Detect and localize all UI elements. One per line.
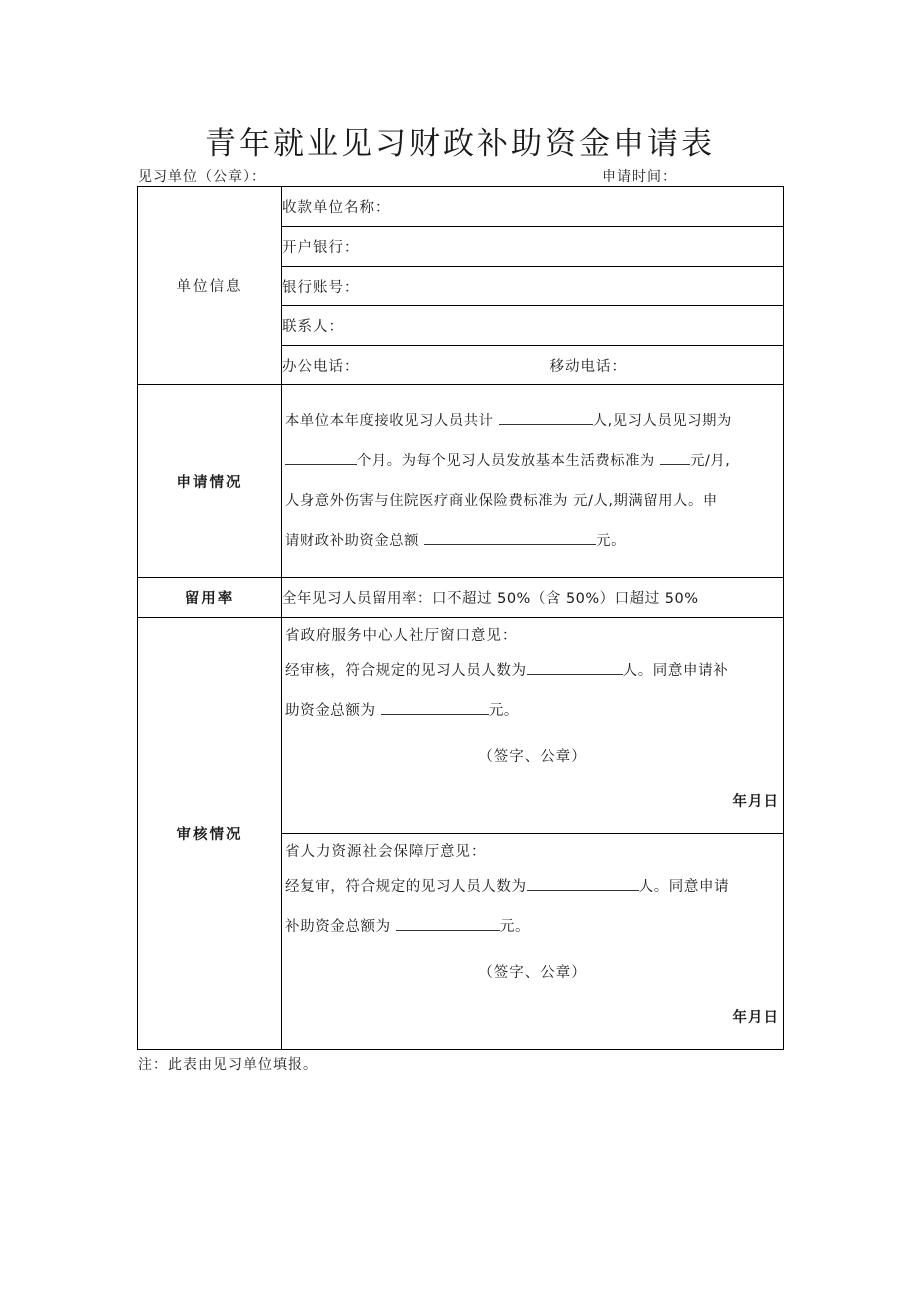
unit-seal-label: 见习单位（公章）： <box>138 169 266 185</box>
ministry-signature: （签字、公章） <box>478 965 587 981</box>
retention-options[interactable]: 全年见习人员留用率：口不超过 50%（含 50%）口超过 50% <box>282 578 784 618</box>
unit-info-label: 单位信息 <box>138 187 282 385</box>
application-form-table <box>137 186 784 1050</box>
retention-label: 留用率 <box>138 578 282 618</box>
office-phone-field[interactable]: 办公电话： <box>282 358 360 375</box>
ministry-opinion-heading: 省人力资源社会保障厅意见： <box>285 844 487 860</box>
phone-row <box>282 346 784 385</box>
window-opinion-heading: 省政府服务中心人社厅窗口意见： <box>285 628 518 644</box>
approved-count-blank[interactable] <box>527 660 623 675</box>
window-opinion-section: 省政府服务中心人社厅窗口意见： 经审核，符合规定的见习人员人数为 人。同意申请补 助资金总额为 元。 （签字、公章） 年月日 <box>282 618 784 834</box>
footnote: 注：此表由见习单位填报。 <box>138 1057 318 1073</box>
application-text: 本单位本年度接收见习人员共计 人,见习人员见习期为 个月。为每个见习人员发放基本生活费标准为 元/月, 人身意外伤害与住院医疗商业保险费标准为 元/人,期满留用人。申 请财政补助资金总额 元。 <box>282 385 784 578</box>
rechecked-amount-blank[interactable] <box>396 916 500 931</box>
bank-field[interactable]: 开户银行： <box>282 227 784 267</box>
window-signature: （签字、公章） <box>478 749 587 765</box>
window-date: 年月日 <box>732 794 779 810</box>
account-field[interactable]: 银行账号： <box>282 267 784 306</box>
trainee-count-blank[interactable] <box>499 410 593 425</box>
contact-field[interactable]: 联系人： <box>282 306 784 346</box>
allowance-blank[interactable] <box>660 450 690 465</box>
page-title: 青年就业见习财政补助资金申请表 <box>205 126 715 162</box>
period-blank[interactable] <box>285 450 357 465</box>
payee-name-field[interactable]: 收款单位名称： <box>282 187 784 227</box>
application-label: 申请情况 <box>138 385 282 578</box>
ministry-opinion-section: 省人力资源社会保障厅意见： 经复审，符合规定的见习人员人数为 人。同意申请 补助资金总额为 元。 （签字、公章） 年月日 <box>282 834 784 1050</box>
mobile-phone-field[interactable]: 移动电话： <box>549 358 627 375</box>
application-date-label: 申请时间： <box>602 169 677 185</box>
total-amount-blank[interactable] <box>424 530 596 545</box>
review-label: 审核情况 <box>138 618 282 1050</box>
ministry-date: 年月日 <box>732 1010 779 1026</box>
approved-amount-blank[interactable] <box>381 700 489 715</box>
rechecked-count-blank[interactable] <box>527 876 639 891</box>
